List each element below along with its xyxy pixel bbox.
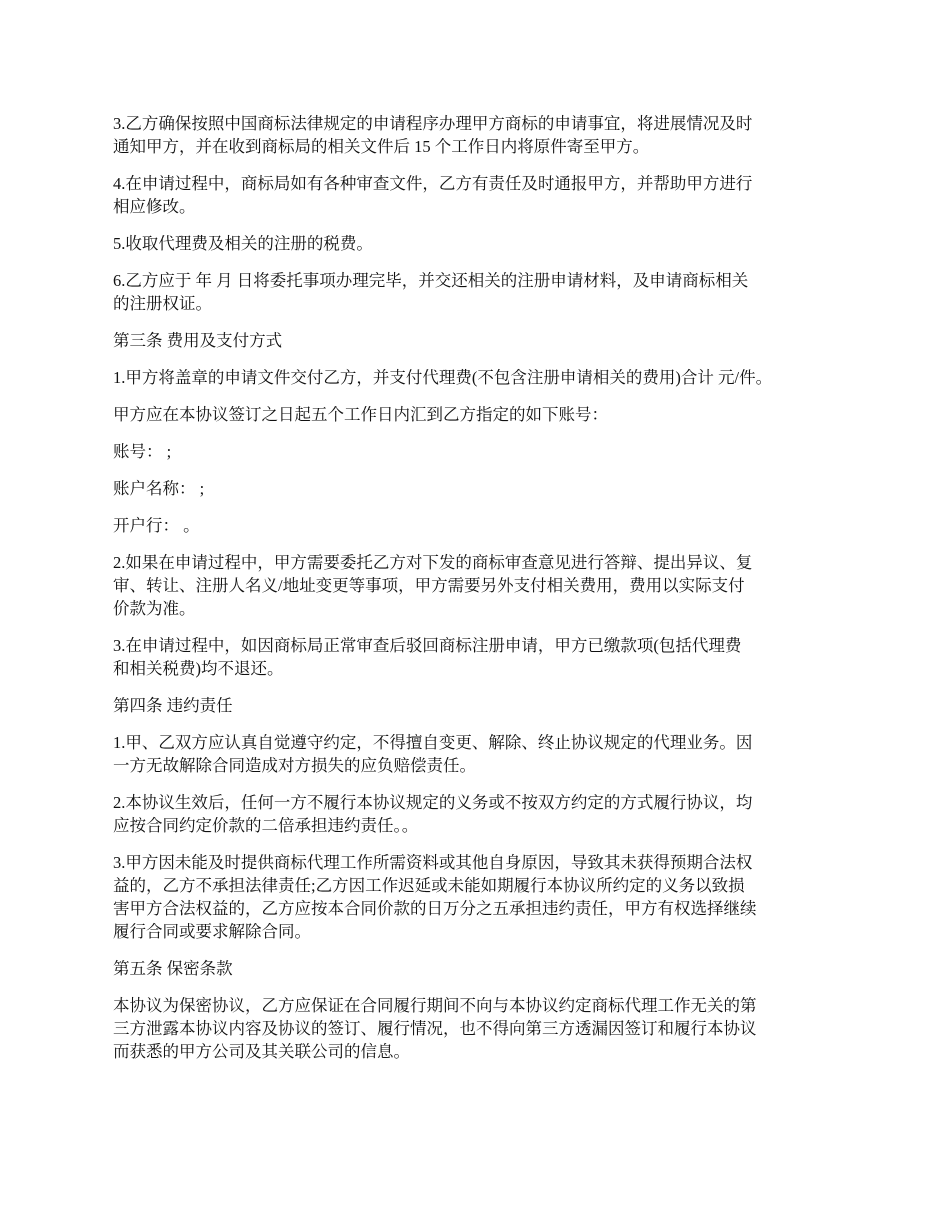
clause-3-item-1: 1.甲方将盖章的申请文件交付乙方，并支付代理费(不包含注册申请相关的费用)合计 元/件。 (113, 368, 773, 387)
clause-5-heading: 第五条 保密条款 (113, 959, 233, 978)
account-name: 账户名称： ; (113, 479, 205, 498)
account-number: 账号： ; (113, 442, 172, 461)
clause-3-item-2: 2.如果在申请过程中，甲方需要委托乙方对下发的商标审查意见进行答辩、提出异议、复 审、转让、注册人名义/地址变更等事项，甲方需要另外支付相关费用，费用以实际支付 价款为准。 (113, 553, 753, 618)
clause-2-item-4: 4.在申请过程中，商标局如有各种审查文件，乙方有责任及时通报甲方，并帮助甲方进行 相应修改。 (113, 174, 753, 216)
clause-2-item-5: 5.收取代理费及相关的注册的税费。 (113, 234, 373, 253)
clause-4-item-1: 1.甲、乙双方应认真自觉遵守约定，不得擅自变更、解除、终止协议规定的代理业务。因 一方无故解除合同造成对方损失的应负赔偿责任。 (113, 733, 753, 775)
bank-name: 开户行： 。 (113, 516, 200, 535)
clause-5-body: 本协议为保密协议，乙方应保证在合同履行期间不向与本协议约定商标代理工作无关的第 三方泄露本协议内容及协议的签订、履行情况，也不得向第三方透漏因签订和履行本协议 而获悉的甲方公司及其关联公司的信息。 (113, 996, 757, 1061)
clause-4-heading: 第四条 违约责任 (113, 696, 233, 715)
clause-3-heading: 第三条 费用及支付方式 (113, 331, 283, 350)
payment-instruction: 甲方应在本协议签订之日起五个工作日内汇到乙方指定的如下账号： (113, 405, 608, 424)
clause-2-item-6: 6.乙方应于 年 月 日将委托事项办理完毕，并交还相关的注册申请材料，及申请商标相关 的注册权证。 (113, 271, 749, 313)
clause-4-item-3: 3.甲方因未能及时提供商标代理工作所需资料或其他自身原因，导致其未获得预期合法权 益的，乙方不承担法律责任;乙方因工作迟延或未能如期履行本协议所约定的义务以致损 害甲方合法权益的，乙方应按本合同价款的日万分之五承担违约责任，甲方有权选择继续 履行合同或要求解除合同。 (113, 853, 757, 941)
clause-3-item-3: 3.在申请过程中，如因商标局正常审查后驳回商标注册申请，甲方已缴款项(包括代理费 和相关税费)均不退还。 (113, 636, 742, 678)
document-page (113, 112, 853, 1077)
clause-4-item-2: 2.本协议生效后，任何一方不履行本协议规定的义务或不按双方约定的方式履行协议，均 应按合同约定价款的二倍承担违约责任。。 (113, 793, 753, 835)
clause-2-item-3: 3.乙方确保按照中国商标法律规定的申请程序办理甲方商标的申请事宜，将进展情况及时 通知甲方，并在收到商标局的相关文件后 15 个工作日内将原件寄至甲方。 (113, 114, 753, 156)
